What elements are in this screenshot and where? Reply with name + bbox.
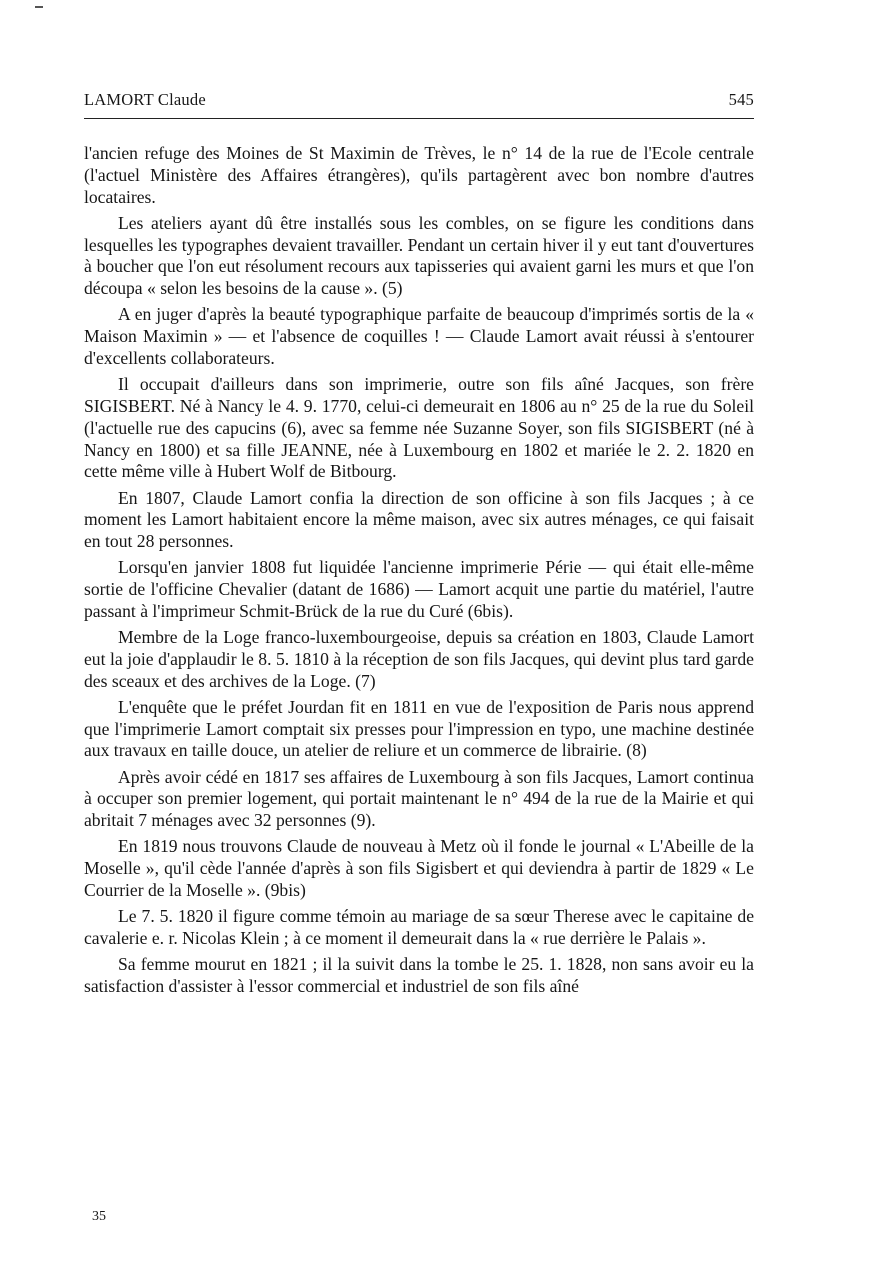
paragraph: Après avoir cédé en 1817 ses affaires de Luxembourg à son fils Jacques, Lamort continua à occuper son premier logement, qui portait maintenant le n° 494 de la rue de la Mairie et qui abritait 7 ménages avec 32 personnes (9). <box>84 766 754 831</box>
paragraph: Sa femme mourut en 1821 ; il la suivit dans la tombe le 25. 1. 1828, non sans avoir eu la satisfaction d'assister à l'essor commercial et industriel de son fils aîné <box>84 954 754 996</box>
paragraph: En 1807, Claude Lamort confia la direction de son officine à son fils Jacques ; à ce moment les Lamort habitaient encore la même maison, avec six autres ménages, ce qui faisait en tout 28 personnes. <box>84 487 754 552</box>
paragraph: Lorsqu'en janvier 1808 fut liquidée l'ancienne imprimerie Périe — qui était elle-même sortie de l'officine Chevalier (datant de 1686) — Lamort acquit une partie du matériel, l'autre passant à l'imprimeur Schmit-Brück de la rue du Curé (6bis). <box>84 557 754 621</box>
running-header <box>84 90 754 112</box>
header-rule <box>84 118 754 119</box>
paragraph: Le 7. 5. 1820 il figure comme témoin au mariage de sa sœur Therese avec le capitaine de cavalerie e. r. Nicolas Klein ; à ce moment il demeurait dans la « rue derrière le Palais ». <box>84 906 754 948</box>
paragraph: Les ateliers ayant dû être installés sous les combles, on se figure les conditions dans lesquelles les typographes devaient travailler. Pendant un certain hiver il y eut tant d'ouvertures à boucher que l'on eut résolument recours aux tapisseries qui avaient garni les murs et que l'on découpa « selon les besoins de la cause ». (5) <box>84 212 754 299</box>
page-number: 545 <box>728 90 754 109</box>
header-author: LAMORT Claude <box>84 90 206 109</box>
paragraph: Il occupait d'ailleurs dans son imprimerie, outre son fils aîné Jacques, son frère SIGISBERT. Né à Nancy le 4. 9. 1770, celui-ci demeurait en 1806 au n° 25 de la rue du Soleil (l'actuelle rue des capucins (6), avec sa femme née Suzanne Soyer, son fils SIGISBERT (né à Nancy en 1800) et sa fille JEANNE, née à Luxembourg en 1802 et mariée le 2. 2. 1820 en cette même ville à Hubert Wolf de Bitbourg. <box>84 374 754 482</box>
paragraph: Membre de la Loge franco-luxembourgeoise, depuis sa création en 1803, Claude Lamort eut la joie d'applaudir le 8. 5. 1810 à la réception de son fils Jacques, qui devint plus tard garde des sceaux et des archives de la Loge. (7) <box>84 627 754 691</box>
paragraph: En 1819 nous trouvons Claude de nouveau à Metz où il fonde le journal « L'Abeille de la Moselle », qu'il cède l'année d'après à son fils Sigisbert et qui deviendra à partir de 1829 « Le Courrier de la Moselle ». (9bis) <box>84 836 754 901</box>
scan-mark <box>35 6 43 8</box>
paragraph: A en juger d'après la beauté typographique parfaite de beaucoup d'imprimés sortis de la « Maison Maximin » — et l'absence de coquilles ! — Claude Lamort avait réussi à s'entourer d'excellents collaborateurs. <box>84 304 754 368</box>
body-text <box>84 143 754 1002</box>
paragraph: L'enquête que le préfet Jourdan fit en 1811 en vue de l'exposition de Paris nous apprend que l'imprimerie Lamort comptait six presses pour l'impression en typo, une machine destinée aux travaux en taille douce, un atelier de reliure et un commerce de librairie. (8) <box>84 696 754 761</box>
paragraph: l'ancien refuge des Moines de St Maximin de Trèves, le n° 14 de la rue de l'Ecole centrale (l'actuel Ministère des Affaires étrangères), qu'ils partagèrent avec bon nombre d'autres locataires. <box>84 143 754 207</box>
signature-number: 35 <box>92 1209 106 1224</box>
